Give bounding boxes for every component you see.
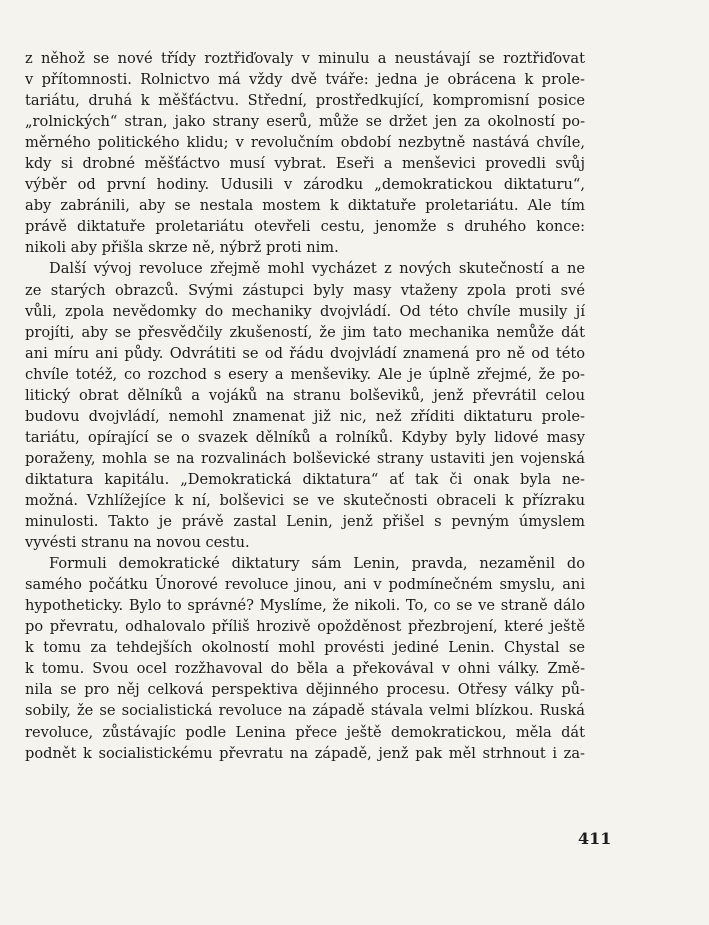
text-line: k tomu za tehdejších okolností mohl provésti jediné Lenin. Chystal se (25, 639, 585, 657)
paragraph-end-line: vyvésti stranu na novou cestu. (25, 534, 250, 552)
text-line: podnět k socialistickému převratu na západě, jenž pak měl strhnout i za- (25, 744, 585, 762)
text-line: výběr od první hodiny. Udusili v zárodku „demokratickou diktaturu“, (25, 176, 585, 194)
text-line: ze starých obrazců. Svými zástupci byly masy vtaženy zpola proti své (25, 281, 585, 299)
text-line: tariátu, druhá k měšťáctvu. Střední, prostředkující, kompromisní posice (25, 92, 585, 110)
text-line: právě diktatuře proletariátu otevřeli cestu, jenomže s druhého konce: (25, 218, 585, 236)
text-line: v přítomnosti. Rolnictvo má vždy dvě tváře: jedna je obrácena k prole- (25, 71, 585, 89)
text-line: vůli, zpola nevědomky do mechaniky dvojvládí. Od této chvíle musily jí (25, 302, 585, 320)
page-number: 411 (578, 829, 612, 848)
text-line: z něhož se nové třídy roztřiďovaly v minulu a neustávají se roztřiďovat (25, 50, 585, 67)
text-line: měrného politického klidu; v revolučním období nezbytně nastává chvíle, (25, 134, 585, 152)
paragraph-end-line: nikoli aby přišla skrze ně, nýbrž proti nim. (25, 239, 339, 257)
text-line: budovu dvojvládí, nemohl znamenat již nic, než zříditi diktaturu prole- (25, 407, 585, 425)
text-line: samého počátku Únorové revoluce jinou, ani v podmínečném smyslu, ani (25, 576, 585, 594)
text-line: tariátu, opírající se o svazek dělníků a rolníků. Kdyby byly lidové masy (25, 428, 585, 446)
text-line: chvíle totéž, co rozchod s esery a menševiky. Ale je úplně zřejmé, že po- (25, 365, 585, 383)
text-line: „rolnických“ stran, jako strany eserů, může se držet jen za okolností po- (25, 113, 585, 131)
text-line: diktatura kapitálu. „Demokratická diktatura“ ať tak či onak byla ne- (25, 470, 585, 488)
paragraph-start-line: Formuli demokratické diktatury sám Lenin, pravda, nezaměnil do (49, 555, 585, 573)
text-line: nila se pro něj celková perspektiva dějinného procesu. Otřesy války pů- (25, 681, 585, 699)
text-line: litický obrat dělníků a vojáků na stranu bolševiků, jenž převrátil celou (25, 386, 585, 404)
text-line: k tomu. Svou ocel rozžhavoval do běla a překovával v ohni války. Změ- (25, 660, 585, 678)
text-line: projíti, aby se přesvědčily zkušeností, že jim tato mechanika nemůže dát (25, 323, 585, 341)
text-line: minulosti. Takto je právě zastal Lenin, jenž přišel s pevným úmyslem (25, 513, 585, 531)
text-line: ani míru ani půdy. Odvrátiti se od řádu dvojvládí znamená pro ně od této (25, 344, 585, 362)
text-line: hypotheticky. Bylo to správné? Myslíme, že nikoli. To, co se ve straně dálo (25, 597, 585, 615)
text-line: kdy si drobné měšťáctvo musí vybrat. Eseři a menševici provedli svůj (25, 155, 585, 173)
text-line: revoluce, zůstávajíc podle Lenina přece ještě demokratickou, měla dát (25, 723, 585, 741)
text-line: sobily, že se socialistická revoluce na západě stávala velmi blízkou. Ruská (25, 702, 585, 720)
body-text (25, 48, 585, 764)
text-line: aby zabránili, aby se nestala mostem k diktatuře proletariátu. Ale tím (25, 197, 585, 215)
text-line: možná. Vzhlížejíce k ní, bolševici se ve skutečnosti obraceli k přízraku (25, 491, 585, 509)
paragraph-start-line: Další vývoj revoluce zřejmě mohl vycházet z nových skutečností a ne (49, 260, 585, 278)
text-line: po převratu, odhalovalo příliš hrozivě opožděnost přezbrojení, které ještě (25, 618, 585, 636)
text-line: poraženy, mohla se na rozvalinách bolševické strany ustaviti jen vojenská (25, 449, 585, 467)
